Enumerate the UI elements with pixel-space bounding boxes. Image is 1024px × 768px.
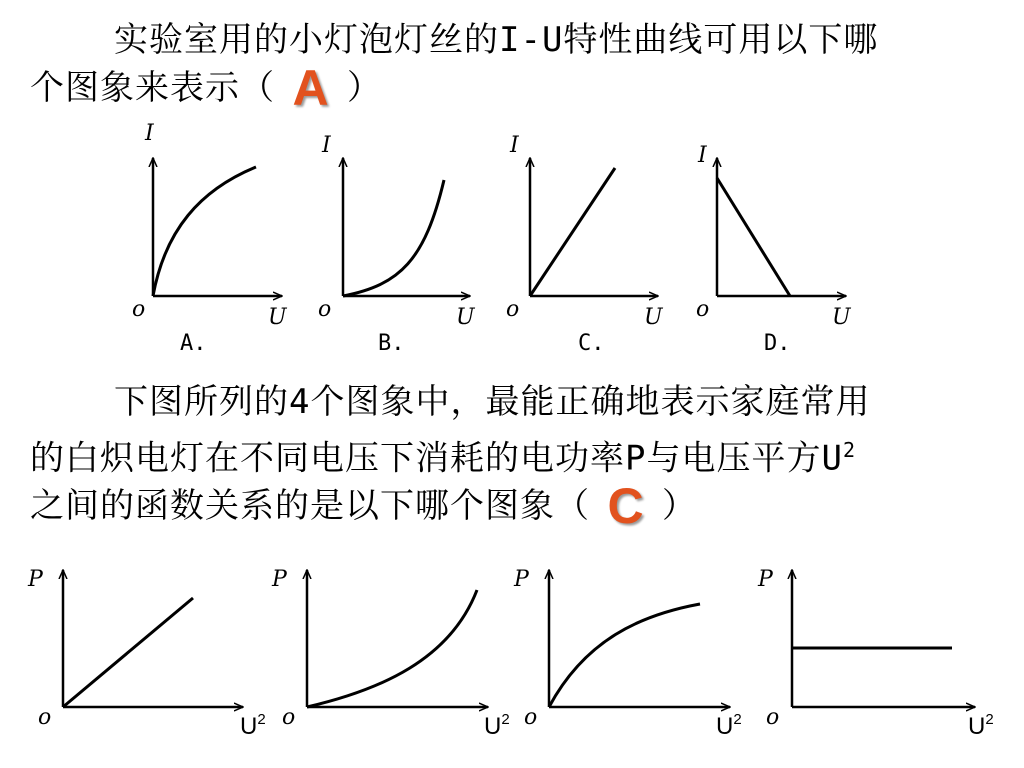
x-axis-label: $U^2$ [968,711,994,740]
origin-label: o [282,705,296,730]
answer-2: C [607,478,645,535]
graph-p-3 [513,567,742,740]
origin-label: o [318,297,332,322]
graph-c [506,133,664,356]
origin-label: o [524,705,538,730]
y-axis-label: P [514,567,529,592]
answer-1: A [292,60,330,116]
x-axis-label: U [644,305,663,330]
y-axis-label: P [758,567,773,592]
graph-p-2 [271,567,510,740]
x-axis-label: $U^2$ [484,711,510,740]
graph-p-1 [27,567,266,740]
graph-a [132,121,288,356]
origin-label: o [696,297,710,322]
line [63,598,193,707]
y-axis-label: I [322,133,331,158]
option-label: B. [378,331,405,356]
question-1-line-1: 实验室用的小灯泡灯丝的I-U特性曲线可用以下哪 [114,20,879,60]
question-2-line-3: 之间的函数关系的是以下哪个图象（ C ） [30,478,697,535]
graph-b [318,133,476,356]
y-axis-label: I [510,133,519,158]
x-axis-label: U [832,305,851,330]
option-label: C. [578,331,605,356]
y-axis-label: I [698,143,707,168]
origin-label: o [132,297,146,322]
curve [549,604,700,707]
y-axis-label: P [272,567,287,592]
graph-d [696,143,852,356]
curve [343,180,444,296]
x-axis-label: $U^2$ [240,711,266,740]
origin-label: o [506,297,520,322]
origin-label: o [38,705,52,730]
y-axis-label: I [145,121,154,146]
question-2-line-1: 下图所列的4个图象中，最能正确地表示家庭常用 [114,382,871,422]
line [530,168,615,296]
option-label: D. [764,331,791,356]
origin-label: o [766,705,780,730]
option-label: A. [180,331,207,356]
line [717,178,790,296]
curve [153,167,256,296]
graph-p-4 [757,567,994,740]
question-2-line-2: 的白炽电灯在不同电压下消耗的电功率P与电压平方$U^2$ [30,438,856,479]
x-axis-label: $U^2$ [716,711,742,740]
y-axis-label: P [28,567,43,592]
question-1-line-2: 个图象来表示（ A ） [30,60,382,116]
curve [307,590,477,707]
x-axis-label: U [268,305,287,330]
x-axis-label: U [456,305,475,330]
